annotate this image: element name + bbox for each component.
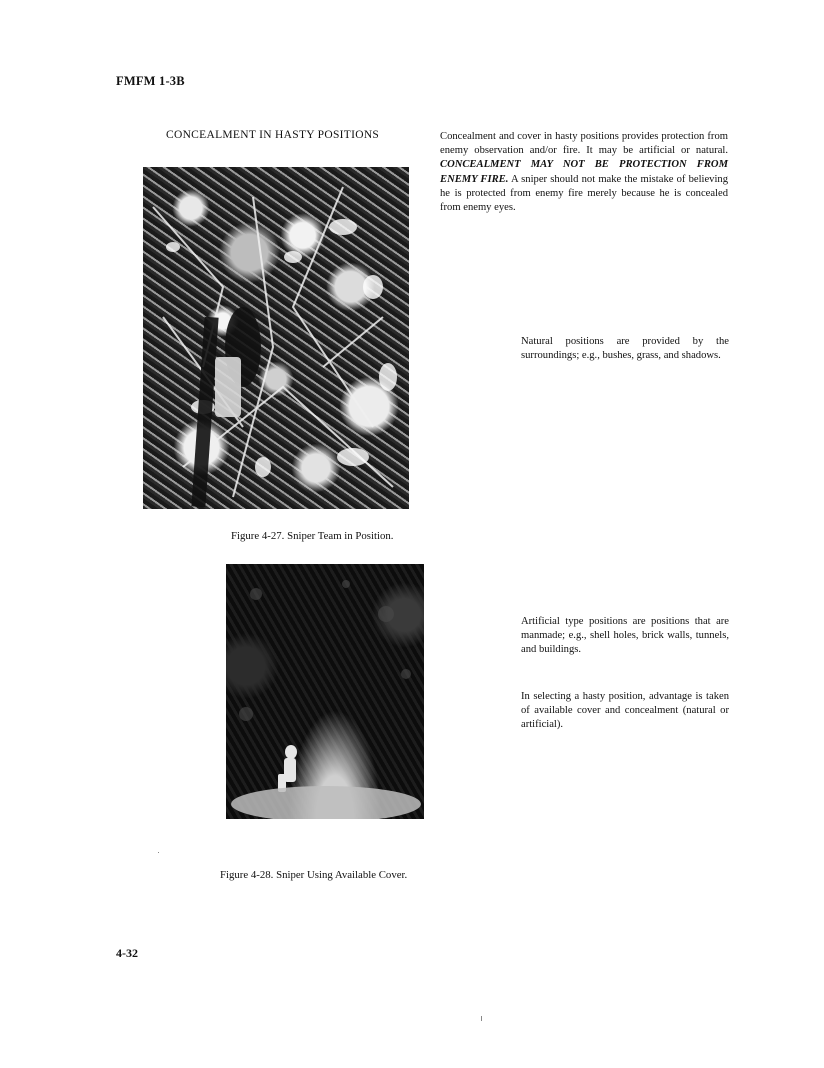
figure-4-28-photo	[226, 564, 424, 819]
document-header: FMFM 1-3B	[116, 74, 185, 88]
natural-positions-paragraph: Natural positions are provided by the surroundings; e.g., bushes, grass, and shadows.	[521, 336, 729, 362]
figure-4-27-caption: Figure 4-27. Sniper Team in Position.	[231, 530, 394, 542]
scan-speck	[481, 1016, 482, 1021]
selecting-position-paragraph: In selecting a hasty position, advantage is taken of available cover and concealment (natural or artificial).	[521, 691, 729, 731]
intro-paragraph	[440, 130, 728, 215]
dark-cover-texture	[226, 564, 424, 819]
section-title: CONCEALMENT IN HASTY POSITIONS	[166, 129, 380, 141]
intro-lead-text: Concealment and cover in hasty positions provides protection from enemy observation and/or fire. It may be artificial or natural.	[440, 131, 728, 157]
figure-4-27-photo	[143, 167, 409, 509]
intro-tail-text: A sniper should not make the mistake of believing he is protected from enemy fire merely because he is concealed from enemy eyes.	[440, 173, 728, 214]
scan-speck	[158, 852, 159, 853]
figure-4-28-caption: Figure 4-28. Sniper Using Available Cover.	[220, 869, 408, 881]
foliage-texture	[143, 167, 409, 509]
page-number: 4-32	[116, 946, 138, 960]
artificial-positions-paragraph: Artificial type positions are positions that are manmade; e.g., shell holes, brick walls, tunnels, and buildings.	[521, 616, 729, 656]
intro-emphasis-text: CONCEALMENT MAY NOT BE PROTECTION FROM ENEMY FIRE.	[440, 159, 728, 185]
